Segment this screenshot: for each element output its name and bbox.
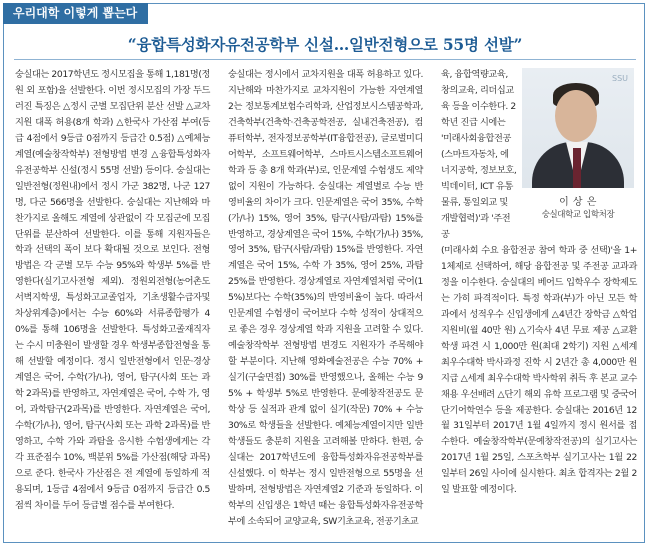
university-logo: SSU [611,74,628,83]
article-column-2 [228,67,423,530]
column-3-text: (미래사회 수요 융합전공 참여 학과 중 선택)'을 1+1체제로 선택하여, 해당 융합전공 및 주전공 교과과정을 이수한다. 숭실대의 베어드 입학우수 장학제도는 가히 파격적이다. 특정 학과(부)가 아닌 모든 학과에서 성적우수 신입생에게 △4년간 장학금 △학업지원비(월 40만 원) △기숙사 4년 무료 제공 △교환학생 파견 시 1,000만 원(최대 2학기) 지원 △세계 최우수대학 박사과정 진학 시 2년간 총 4,000만 원 지급 △세계 최우수대학 박사학위 취득 후 본교 교수채용 우선배려 △단기 해외 유학 프로그램 및 중국어 단기어학연수 등을 제공한다. 숭실대는 2016년 12월 31일부터 2017년 1월 4일까지 정시 원서를 접수한다. 예술창작학부(문예창작전공)의 실기고사는 2017년 1월 25일, 스포츠학부 실기고사는 1월 22일부터 26일 사이에 실시한다. 최초 합격자는 2월 2일 발표할 예정이다. [441,245,637,496]
article-column-3 [441,243,637,498]
column-2-text: 숭실대는 정시에서 교차지원을 대폭 허용하고 있다. 지난해와 마찬가지로 교차지원이 가능한 자연계열 2는 정보통계보험수리학과, 산업정보시스템공학과, 건축학부(건축학·건축공학전공, 실내건축전공), 컴퓨터학부, 전자정보공학부(IT융합전공), 글로벌미디어학부, 소프트웨어학부, 스마트시스템소프트웨어학과 등 총 8개 학과(부)로, 인문계열 수험생도 제약 없이 지원이 가능하다. 숭실대는 계열별로 수능 반영비율의 차이가 크다. 인문계열은 국어 35%, 수학(가/나) 15%, 영어 35%, 탐구(사탐/과탐) 15%를 반영하고, 경상계열은 국어 15%, 수학(가/나) 35%, 영어 35%, 탐구(사탐/과탐) 15%를 반영한다. 자연계열은 국어 15%, 수학 가 35%, 영어 25%, 과탐 25%를 반영한다. 경상계열로 자연계열처럼 국어(15%)보다는 수학(35%)의 반영비율이 높다. 따라서 인문계열 수험생이 국어보다 수학 성적이 상대적으로 좋은 경우 경상계열 학과 지원을 고려할 수 있다. 예술창작학부 전형방법 변경도 지원자가 주목해야 할 부분이다. 지난해 영화예술전공은 수능 70% + 실기(구술면접) 30%를 반영했으나, 올해는 수능 95% + 학생부 5%로 반영한다. 문예창작전공도 문학상 등 실적과 관계 없이 실기(작문) 70% + 수능 30%로 학생들을 선발한다. 예체능계열이지만 일반 학생들도 충분히 지원을 고려해볼 만하다. 한편, 숭실대는 2017학년도에 융합특성화자유전공학부를 신설했다. 이 학부는 정시 일반전형으로 55명을 선발하며, 전형방법은 자연계열2 기준과 동일하다. 이 학부의 신입생은 1학년 때는 융합특성화자유전공학부에 소속되어 교양교육, SW기초교육, 전공기초교 [228,69,423,527]
photo-caption-title: 숭실대학교 입학처장 [541,210,615,220]
article-column-3-top [441,67,517,242]
portrait-photo [522,68,634,188]
column-3-top-text: 육, 융합역량교육, 창의교육, 리더십교육 등을 이수한다. 2학년 진급 시에는 '미래사회융합전공(스마트자동차, 에너지공학, 정보보호, 빅데이터, ICT 유통물류, 통일외교 및 개발협력)'과 '주전공 [441,69,517,240]
section-label: 우리대학 이렇게 뽑는다 [3,3,148,24]
headline-divider [14,59,636,60]
photo-caption-name: 이 상 은 [559,197,597,208]
column-1-text: 숭실대는 2017학년도 정시모집을 통해 1,181명(정원 외 포함)을 선발한다. 이번 정시모집의 가장 두드러진 특징은 △정시 군별 모집단위 분산 선발 △교차지원 대폭 허용(8개 학과) △한국사 가산점 부여(등급 4점에서 9등급 0점까지 등급간 0.5점) △예체능계열(예술창작학부) 전형방법 변경 △융합특성화자유전공학부 신설(정시 55명 선발) 등이다. 숭실대는 일반전형(정원내)에서 정시 가군 382명, 나군 127명, 다군 566명을 선발한다. 숭실대는 지난해와 마찬가지로 올해도 계열에 상관없이 각 모집군에 모집단위를 분산하여 선발한다. 이를 통해 지원자들은 학과 선택의 폭이 보다 확대될 것으로 보인다. 전형방법은 각 군별 모두 수능 95%와 학생부 5%를 반영한다(실기고사전형 제외). 정원외전형(농어촌도서벽지학생, 특성화고교졸업자, 기초생활수급자및차상위계층)에서는 수능 60%와 서류종합평가 40%를 통해 106명을 선발한다. 특성화고졸재직자는 수시 미충원이 발생할 경우 학생부종합전형을 통해 선발할 예정이다. 정시 일반전형에서 인문·경상계열은 국어, 수학(가/나), 영어, 탐구(사회 또는 과학 2과목)를 반영하고, 자연계열은 국어, 수학 가, 영어, 과학탐구(2과목)를 반영한다. 자연계열은 국어, 수학(가/나), 영어, 탐구(사회 또는 과학 2과목)를 반영하고, 수학 가와 과탐을 응시한 수험생에게는 각각 표준점수 10%, 백분위 5%를 가산점(해당 과목)으로 준다. 한국사 가산점은 전 계열에 동일하게 적용되며, 1등급 4점에서 9등급 0점까지 등급간 0.5점씩 차이를 두어 등급별 점수를 부여한다. [15,69,210,511]
article-headline: “융합특성화자유전공학부 신설…일반전형으로 55명 선발” [127,35,523,54]
article-column-1 [15,67,210,514]
